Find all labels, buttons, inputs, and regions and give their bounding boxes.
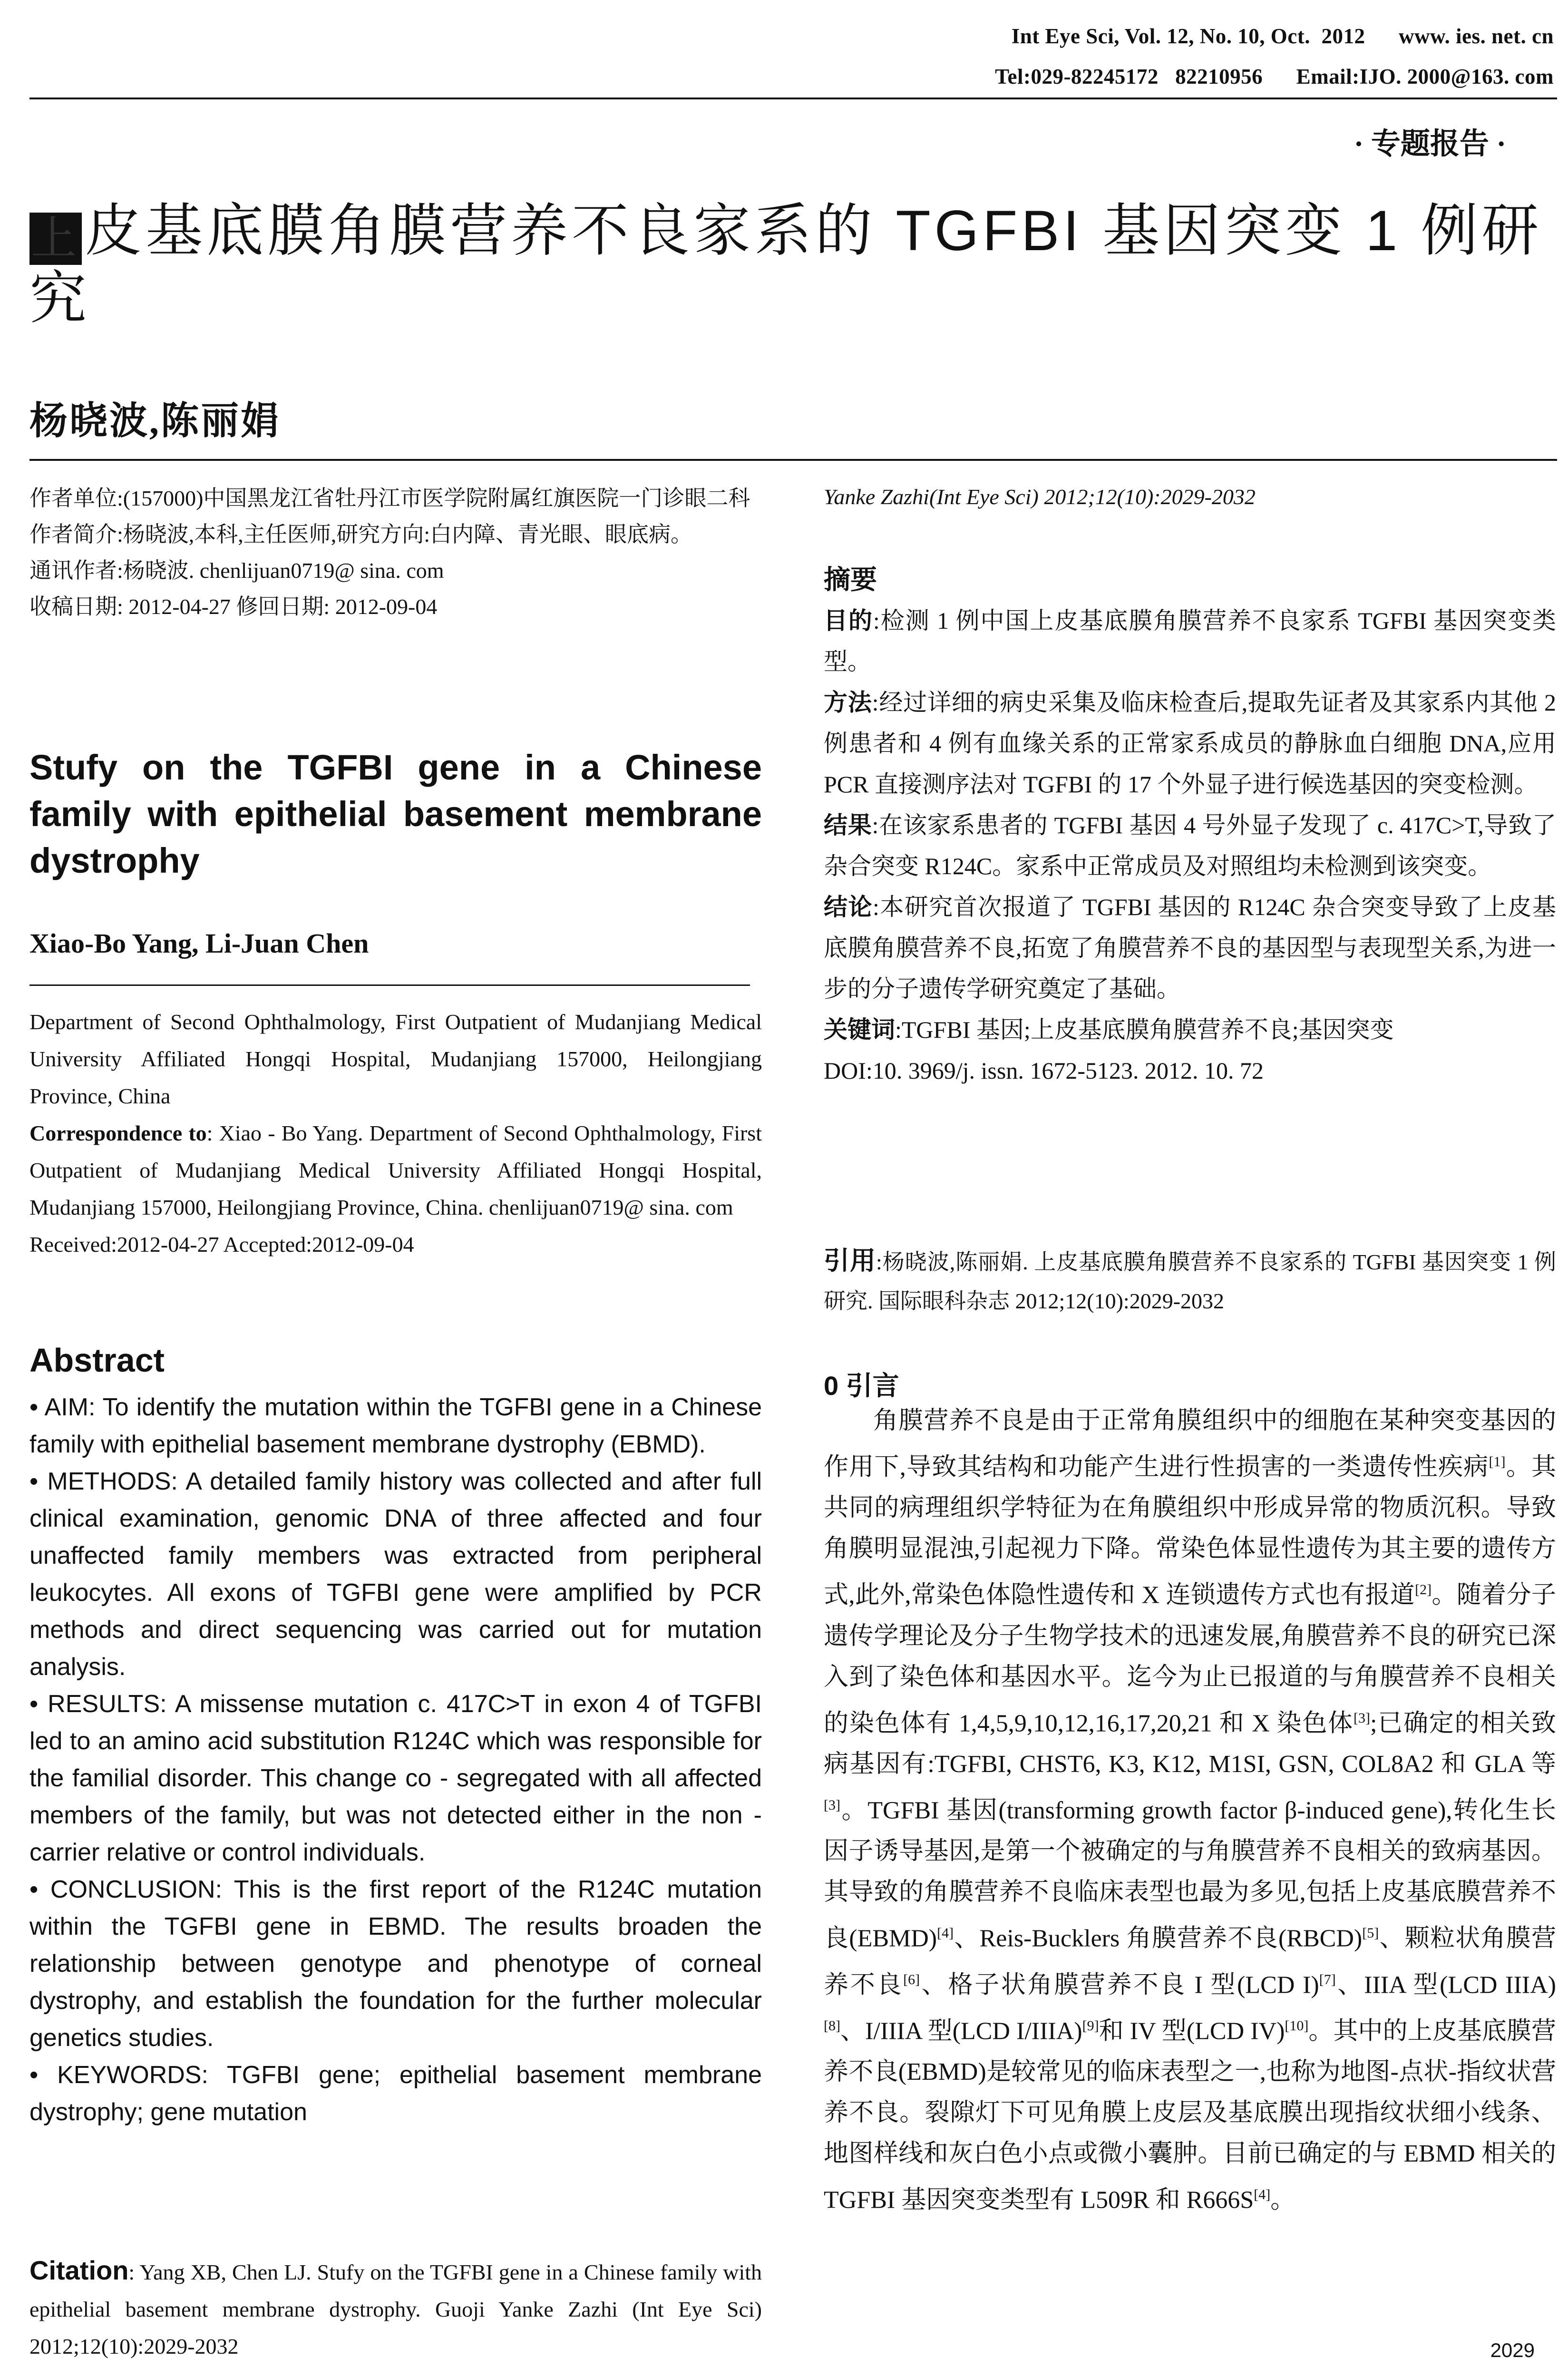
- title-first-char-box: [29, 213, 82, 265]
- cn-conclusion-text: :本研究首次报道了 TGFBI 基因的 R124C 杂合突变导致了上皮基底膜角膜营养不良,拓宽了角膜营养不良的基因型与表现型关系,为进一步的分子遗传学研究奠定了基础。: [824, 894, 1556, 1002]
- citation-cn-text: :杨晓波,陈丽娟. 上皮基底膜角膜营养不良家系的 TGFBI 基因突变 1 例研究. 国际眼科杂志 2012;12(10):2029-2032: [824, 1250, 1557, 1313]
- journal-ref-continued: Yanke Zazhi(Int Eye Sci) 2012;12(10):2029-2032: [824, 485, 1256, 509]
- ref-mark: [4]: [937, 1925, 954, 1941]
- ref-mark: [3]: [824, 1797, 840, 1813]
- correspondence-text: : Xiao - Bo Yang. Department of Second Ophthalmology, First Outpatient of Mudanjiang Medical University Affiliated Hongqi Hospital, Mudanjiang 157000, Heilongjiang Province, China. chenlijuan0719@ sina. com: [29, 1121, 762, 1219]
- correspondence-label: Correspondence to: [29, 1121, 207, 1145]
- ref-mark: [4]: [1254, 2187, 1271, 2203]
- intro-paragraph: [824, 1401, 1556, 2221]
- journal-header-line2: Tel:029-82245172 82210956 Email:IJO. 2000@163. com: [995, 65, 1554, 88]
- author-info: [29, 480, 762, 625]
- cn-results-text: :在该家系患者的 TGFBI 基因 4 号外显子发现了 c. 417C>T,导致了杂合突变 R124C。家系中正常成员及对照组均未检测到该突变。: [824, 812, 1557, 879]
- cn-abstract-aim: [824, 600, 1556, 682]
- cn-aim-text: :检测 1 例中国上皮基底膜角膜营养不良家系 TGFBI 基因突变类型。: [824, 607, 1556, 675]
- abstract-conclusion: • CONCLUSION: This is the first report of the R124C mutation within the TGFBI gene in EBMD. The results broaden the relationship between genotype and phenotype of corneal dystrophy, and establish the foundation for the further molecular genetics studies.: [29, 1876, 762, 2052]
- authors-rule: [29, 984, 750, 986]
- title-rule: [29, 459, 1557, 461]
- english-title: Stufy on the TGFBI gene in a Chinese family with epithelial basement membrane dystrophy: [29, 748, 762, 880]
- cn-abstract-methods: [824, 682, 1556, 805]
- title-first-char: 上: [31, 213, 80, 264]
- cn-results-label: 结果: [824, 812, 872, 838]
- page-title: [29, 197, 1556, 332]
- intro-text: 、颗粒状角膜营养不良: [824, 1925, 1556, 1998]
- cn-abstract-results: [824, 805, 1556, 887]
- corresponding-author: 通讯作者:杨晓波. chenlijuan0719@ sina. com: [29, 558, 444, 583]
- header-rule: [29, 97, 1557, 99]
- ref-mark: [7]: [1319, 1971, 1336, 1987]
- cn-abstract-heading: 摘要: [824, 565, 877, 594]
- cn-methods-text: :经过详细的病史采集及临床检查后,提取先证者及其家系内其他 2 例患者和 4 例有血缘关系的正常家系成员的静脉血白细胞 DNA,应用 PCR 直接测序法对 TGFBI 的 17 个外显子进行候选基因的突变检测。: [824, 689, 1557, 798]
- cn-aim-label: 目的: [824, 607, 873, 634]
- title-text: 皮基底膜角膜营养不良家系的 TGFBI 基因突变 1 例研究: [29, 199, 1543, 330]
- abstract-aim: • AIM: To identify the mutation within the TGFBI gene in a Chinese family with epithelial basement membrane dystrophy (EBMD).: [29, 1393, 762, 1458]
- received-accepted: Received:2012-04-27 Accepted:2012-09-04: [29, 1232, 414, 1257]
- english-authors: Xiao-Bo Yang, Li-Juan Chen: [29, 928, 369, 959]
- citation-cn: [824, 1241, 1556, 1321]
- citation-en-text: : Yang XB, Chen LJ. Stufy on the TGFBI gene in a Chinese family with epithelial basement membrane dystrophy. Guoji Yanke Zazhi (Int Eye Sci) 2012;12(10):2029-2032: [29, 2260, 762, 2358]
- journal-header-line1: Int Eye Sci, Vol. 12, No. 10, Oct. 2012 www. ies. net. cn: [1011, 24, 1554, 48]
- intro-text: 。: [1270, 2186, 1295, 2214]
- abstract-heading: Abstract: [29, 1342, 165, 1379]
- author-bio: 作者简介:杨晓波,本科,主任医师,研究方向:白内障、青光眼、眼底病。: [29, 522, 693, 546]
- citation-cn-label: 引用: [824, 1247, 876, 1275]
- intro-text: 。随着分子遗传学理论及分子生物学技术的迅速发展,角膜营养不良的研究已深入到了染色体和基因水平。迄今为止已报道的与角膜营养不良相关的染色体有 1,4,5,9,10,12,16,17,20,21 和 X 染色体: [824, 1581, 1556, 1737]
- intro-text: 、Reis-Bucklers 角膜营养不良(RBCD): [954, 1925, 1363, 1952]
- abstract-results: • RESULTS: A missense mutation c. 417C>T in exon 4 of TGFBI led to an amino acid substitution R124C which was responsible for the familial disorder. This change co - segregated with all affected members of the family, but was not detected either in the non - carrier relative or control individuals.: [29, 1690, 762, 1866]
- citation-en: [29, 2252, 762, 2365]
- ref-mark: [8]: [824, 2017, 840, 2034]
- department: Department of Second Ophthalmology, First Outpatient of Mudanjiang Medical University Affiliated Hongqi Hospital, Mudanjiang 157000, Heilongjiang Province, China: [29, 1010, 762, 1108]
- cn-keywords-text: :TGFBI 基因;上皮基底膜角膜营养不良;基因突变: [895, 1016, 1394, 1043]
- cn-conclusion-label: 结论: [824, 894, 873, 920]
- report-tag: · 专题报告 ·: [1354, 128, 1506, 160]
- citation-en-label: Citation: [29, 2255, 129, 2285]
- ref-mark: [3]: [1353, 1710, 1370, 1726]
- intro-text: 和 IV 型(LCD IV): [1099, 2017, 1285, 2045]
- received-dates-cn: 收稿日期: 2012-04-27 修回日期: 2012-09-04: [29, 594, 438, 619]
- ref-mark: [5]: [1362, 1925, 1379, 1941]
- abstract-body: [29, 1389, 762, 2131]
- ref-mark: [1]: [1489, 1454, 1506, 1470]
- cn-abstract-body: [824, 600, 1556, 1091]
- intro-text: 。其共同的病理组织学特征为在角膜组织中形成异常的物质沉积。导致角膜明显混浊,引起视力下降。常染色体显性遗传为其主要的遗传方式,此外,常染色体隐性遗传和 X 连锁遗传方式也有报道: [824, 1453, 1556, 1609]
- department-block: [29, 1003, 762, 1263]
- ref-mark: [10]: [1285, 2017, 1309, 2034]
- authors-cn: 杨晓波,陈丽娟: [29, 400, 281, 442]
- page-number: 2029: [1490, 2339, 1535, 2361]
- ref-mark: [9]: [1082, 2017, 1099, 2034]
- abstract-methods: • METHODS: A detailed family history was collected and after full clinical examination, genomic DNA of three affected and four unaffected family members was extracted from peripheral leukocytes. All exons of TGFBI gene were amplified by PCR methods and direct sequencing was carried out for mutation analysis.: [29, 1468, 762, 1681]
- intro-text: 。其中的上皮基底膜营养不良(EBMD)是较常见的临床表型之一,也称为地图-点状-指纹状营养不良。裂隙灯下可见角膜上皮层及基底膜出现指纹状细小线条、地图样线和灰白色小点或微小囊肿。目前已确定的与 EBMD 相关的 TGFBI 基因突变类型有 L509R 和 R666S: [824, 2017, 1556, 2214]
- intro-text: ;已确定的相关致病基因有:TGFBI, CHST6, K3, K12, M1SI, GSN, COL8A2 和 GLA 等: [824, 1709, 1556, 1778]
- intro-heading: 0 引言: [824, 1371, 899, 1401]
- intro-text: 角膜营养不良是由于正常角膜组织中的细胞在某种突变基因的作用下,导致其结构和功能产生进行性损害的一类遗传性疾病: [824, 1407, 1556, 1481]
- intro-text: 、I/IIIA 型(LCD I/IIIA): [840, 2017, 1082, 2045]
- intro-body: [824, 1401, 1556, 2221]
- doi: DOI:10. 3969/j. issn. 1672-5123. 2012. 10. 72: [824, 1057, 1264, 1084]
- cn-abstract-keywords: [824, 1009, 1556, 1050]
- intro-text: 。TGFBI 基因(transforming growth factor β-induced gene),转化生长因子诱导基因,是第一个被确定的与角膜营养不良相关的致病基因。其导致的角膜营养不良临床表型也最为多见,包括上皮基底膜营养不良(EBMD): [824, 1797, 1556, 1952]
- ref-mark: [2]: [1415, 1582, 1432, 1598]
- cn-keywords-label: 关键词: [824, 1016, 895, 1043]
- intro-text: 、格子状角膜营养不良 I 型(LCD I): [920, 1971, 1319, 1998]
- intro-text: 、IIIA 型(LCD IIIA): [1335, 1971, 1556, 1998]
- cn-abstract-conclusion: [824, 887, 1556, 1009]
- author-affiliation: 作者单位:(157000)中国黑龙江省牡丹江市医学院附属红旗医院一门诊眼二科: [29, 486, 750, 510]
- cn-methods-label: 方法: [824, 689, 872, 716]
- correspondence: [29, 1115, 762, 1226]
- abstract-keywords: • KEYWORDS: TGFBI gene; epithelial basement membrane dystrophy; gene mutation: [29, 2061, 762, 2126]
- ref-mark: [6]: [903, 1971, 920, 1987]
